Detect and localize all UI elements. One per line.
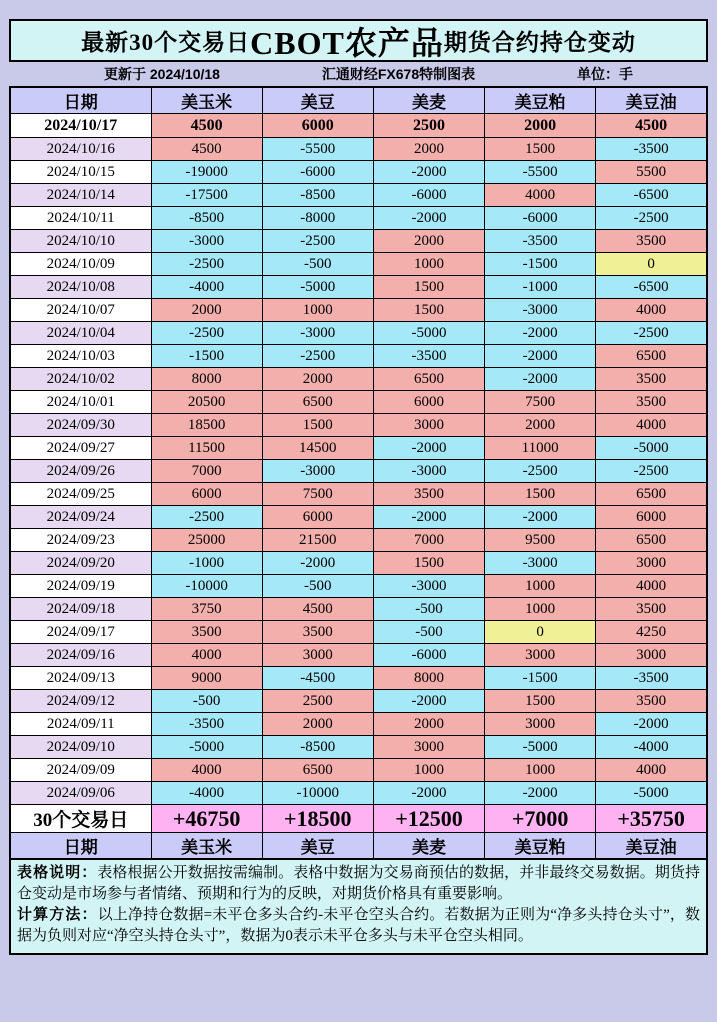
value-cell: -500: [262, 253, 373, 276]
value-cell: -3000: [262, 460, 373, 483]
value-cell: -3500: [596, 667, 707, 690]
value-cell: 3500: [262, 621, 373, 644]
value-cell: -1500: [485, 667, 596, 690]
table-row: [10, 184, 707, 207]
value-cell: -6000: [262, 161, 373, 184]
date-cell: 2024/09/30: [10, 414, 151, 437]
table-row: [10, 690, 707, 713]
value-cell: -5500: [485, 161, 596, 184]
note-table-desc: [17, 863, 700, 905]
footer-header-date: 日期: [10, 833, 151, 860]
table-row: [10, 506, 707, 529]
value-cell: -19000: [151, 161, 262, 184]
footer-header-soymeal: 美豆粕: [485, 833, 596, 860]
value-cell: -2500: [596, 460, 707, 483]
value-cell: 20500: [151, 391, 262, 414]
value-cell: 3000: [373, 736, 484, 759]
value-cell: -500: [151, 690, 262, 713]
value-cell: -4000: [151, 276, 262, 299]
value-cell: 4500: [262, 598, 373, 621]
note-calc-method: [17, 905, 700, 947]
column-header-date: 日期: [10, 87, 151, 114]
value-cell: -2000: [596, 713, 707, 736]
value-cell: -2000: [373, 782, 484, 805]
value-cell: 8000: [151, 368, 262, 391]
note-desc-label: 表格说明：: [17, 865, 98, 881]
date-cell: 2024/10/08: [10, 276, 151, 299]
date-cell: 2024/09/16: [10, 644, 151, 667]
value-cell: -3000: [373, 460, 484, 483]
value-cell: 9500: [485, 529, 596, 552]
value-cell: -17500: [151, 184, 262, 207]
table-row: [10, 138, 707, 161]
value-cell: -4000: [596, 736, 707, 759]
value-cell: 4000: [151, 759, 262, 782]
value-cell: 3500: [373, 483, 484, 506]
value-cell: -6000: [373, 184, 484, 207]
title-highlight: CBOT农产品: [250, 24, 444, 61]
footer-header-soybean: 美豆: [262, 833, 373, 860]
table-row: [10, 207, 707, 230]
value-cell: 6500: [596, 529, 707, 552]
table-row: [10, 575, 707, 598]
update-time: 更新于 2024/10/18: [104, 66, 220, 82]
title-prefix: 最新30个交易日: [81, 30, 251, 55]
value-cell: -5000: [596, 437, 707, 460]
table-row: [10, 299, 707, 322]
value-cell: 2000: [262, 713, 373, 736]
table-row: [10, 621, 707, 644]
value-cell: 3000: [373, 414, 484, 437]
footer-header-wheat: 美麦: [373, 833, 484, 860]
value-cell: -3000: [151, 230, 262, 253]
table-row: [10, 322, 707, 345]
table-row: [10, 713, 707, 736]
value-cell: -2000: [485, 782, 596, 805]
date-cell: 2024/09/24: [10, 506, 151, 529]
value-cell: 3500: [596, 368, 707, 391]
value-cell: -1000: [151, 552, 262, 575]
value-cell: 3000: [596, 552, 707, 575]
table-row: [10, 253, 707, 276]
date-cell: 2024/10/03: [10, 345, 151, 368]
value-cell: -500: [373, 598, 484, 621]
date-cell: 2024/09/25: [10, 483, 151, 506]
value-cell: 21500: [262, 529, 373, 552]
value-cell: 6000: [262, 506, 373, 529]
value-cell: 2000: [151, 299, 262, 322]
date-cell: 2024/09/12: [10, 690, 151, 713]
summary-label: 30个交易日: [10, 805, 151, 833]
value-cell: 9000: [151, 667, 262, 690]
value-cell: -2000: [485, 506, 596, 529]
value-cell: 4000: [596, 759, 707, 782]
summary-value-soymeal: +7000: [485, 805, 596, 833]
date-cell: 2024/10/10: [10, 230, 151, 253]
date-cell: 2024/09/17: [10, 621, 151, 644]
date-cell: 2024/09/23: [10, 529, 151, 552]
table-row: [10, 391, 707, 414]
value-cell: 2500: [262, 690, 373, 713]
page-title: [9, 19, 708, 62]
value-cell: 1500: [485, 690, 596, 713]
value-cell: 4000: [485, 184, 596, 207]
value-cell: 6000: [596, 506, 707, 529]
footer-header-soyoil: 美豆油: [596, 833, 707, 860]
value-cell: -10000: [151, 575, 262, 598]
table-row: [10, 414, 707, 437]
value-cell: -2500: [151, 253, 262, 276]
date-cell: 2024/10/02: [10, 368, 151, 391]
value-cell: -3000: [262, 322, 373, 345]
column-header-wheat: 美麦: [373, 87, 484, 114]
value-cell: -5000: [373, 322, 484, 345]
value-cell: -2000: [373, 506, 484, 529]
date-cell: 2024/09/19: [10, 575, 151, 598]
note-desc-text: 表格根据公开数据按需编制。表格中数据为交易商预估的数据，并非最终交易数据。期货持仓变动是市场参与者情绪、预期和行为的反映，对期货价格具有重要影响。: [17, 865, 700, 902]
value-cell: -3000: [485, 552, 596, 575]
date-cell: 2024/09/27: [10, 437, 151, 460]
value-cell: 2000: [262, 368, 373, 391]
table-row: [10, 368, 707, 391]
table-row: [10, 483, 707, 506]
date-cell: 2024/10/11: [10, 207, 151, 230]
value-cell: -2000: [373, 207, 484, 230]
date-cell: 2024/10/07: [10, 299, 151, 322]
value-cell: -1500: [151, 345, 262, 368]
value-cell: -2000: [485, 368, 596, 391]
value-cell: 3500: [596, 690, 707, 713]
value-cell: 4500: [151, 138, 262, 161]
value-cell: -2000: [262, 552, 373, 575]
notes-box: [9, 860, 708, 955]
value-cell: -2000: [373, 437, 484, 460]
column-header-soymeal: 美豆粕: [485, 87, 596, 114]
date-cell: 2024/09/20: [10, 552, 151, 575]
date-cell: 2024/10/14: [10, 184, 151, 207]
value-cell: 5500: [596, 161, 707, 184]
value-cell: 2000: [373, 230, 484, 253]
summary-value-soyoil: +35750: [596, 805, 707, 833]
value-cell: 1000: [485, 575, 596, 598]
value-cell: 11000: [485, 437, 596, 460]
value-cell: 0: [485, 621, 596, 644]
value-cell: -3500: [485, 230, 596, 253]
value-cell: 6500: [262, 759, 373, 782]
value-cell: -6000: [485, 207, 596, 230]
date-cell: 2024/10/15: [10, 161, 151, 184]
table-row: [10, 552, 707, 575]
value-cell: 6000: [373, 391, 484, 414]
value-cell: 2000: [373, 713, 484, 736]
header-row: [10, 87, 707, 114]
value-cell: 6000: [151, 483, 262, 506]
value-cell: 2500: [373, 114, 484, 138]
date-cell: 2024/09/11: [10, 713, 151, 736]
table-row: [10, 114, 707, 138]
value-cell: 2000: [485, 114, 596, 138]
value-cell: -8500: [262, 736, 373, 759]
table-row: [10, 598, 707, 621]
value-cell: -2500: [485, 460, 596, 483]
value-cell: 1500: [262, 414, 373, 437]
value-cell: -2000: [485, 345, 596, 368]
value-cell: 1000: [262, 299, 373, 322]
title-suffix: 期货合约持仓变动: [443, 30, 636, 55]
value-cell: -2000: [373, 690, 484, 713]
unit-label: 单位：手: [577, 66, 633, 82]
value-cell: -500: [373, 621, 484, 644]
value-cell: 7500: [485, 391, 596, 414]
summary-value-soybean: +18500: [262, 805, 373, 833]
value-cell: -8500: [262, 184, 373, 207]
date-cell: 2024/09/09: [10, 759, 151, 782]
value-cell: 11500: [151, 437, 262, 460]
date-cell: 2024/10/17: [10, 114, 151, 138]
value-cell: -8500: [151, 207, 262, 230]
value-cell: 2000: [485, 414, 596, 437]
value-cell: -2500: [262, 230, 373, 253]
value-cell: 6500: [373, 368, 484, 391]
value-cell: -2500: [596, 322, 707, 345]
note-calc-label: 计算方法：: [17, 907, 98, 923]
value-cell: -5500: [262, 138, 373, 161]
value-cell: -5000: [596, 782, 707, 805]
value-cell: 1500: [485, 138, 596, 161]
date-cell: 2024/10/16: [10, 138, 151, 161]
table-row: [10, 437, 707, 460]
date-cell: 2024/09/10: [10, 736, 151, 759]
date-cell: 2024/09/13: [10, 667, 151, 690]
value-cell: 7000: [373, 529, 484, 552]
date-cell: 2024/09/26: [10, 460, 151, 483]
value-cell: -2500: [262, 345, 373, 368]
source-label: 汇通财经FX678特制图表: [321, 66, 476, 82]
value-cell: 2000: [373, 138, 484, 161]
value-cell: -6500: [596, 276, 707, 299]
table-row: [10, 782, 707, 805]
footer-header-corn: 美玉米: [151, 833, 262, 860]
summary-value-corn: +46750: [151, 805, 262, 833]
table-row: [10, 161, 707, 184]
note-calc-text: 以上净持仓数据=未平仓多头合约-未平仓空头合约。若数据为正则为“净多头持仓头寸”，数据为负则对应“净空头持仓头寸”，数据为0表示未平仓多头与未平仓空头相同。: [17, 907, 700, 944]
value-cell: -5000: [151, 736, 262, 759]
value-cell: -5000: [262, 276, 373, 299]
value-cell: 3750: [151, 598, 262, 621]
summary-row: [10, 805, 707, 833]
futures-table: [9, 86, 708, 860]
value-cell: -6500: [596, 184, 707, 207]
value-cell: 25000: [151, 529, 262, 552]
value-cell: 18500: [151, 414, 262, 437]
table-row: [10, 276, 707, 299]
value-cell: 6000: [262, 114, 373, 138]
value-cell: 1500: [373, 552, 484, 575]
value-cell: 3000: [262, 644, 373, 667]
value-cell: 4000: [596, 575, 707, 598]
value-cell: 1000: [373, 759, 484, 782]
value-cell: 1500: [373, 276, 484, 299]
table-row: [10, 736, 707, 759]
value-cell: 1500: [373, 299, 484, 322]
table-row: [10, 345, 707, 368]
date-cell: 2024/10/04: [10, 322, 151, 345]
table-row: [10, 644, 707, 667]
value-cell: -3000: [485, 299, 596, 322]
value-cell: 1000: [485, 759, 596, 782]
value-cell: 3500: [596, 391, 707, 414]
value-cell: -2000: [485, 322, 596, 345]
value-cell: 3000: [596, 644, 707, 667]
value-cell: -5000: [485, 736, 596, 759]
value-cell: 4000: [596, 299, 707, 322]
date-cell: 2024/10/09: [10, 253, 151, 276]
table-row: [10, 230, 707, 253]
value-cell: 6500: [596, 345, 707, 368]
value-cell: 4000: [151, 644, 262, 667]
table-row: [10, 529, 707, 552]
value-cell: -3000: [373, 575, 484, 598]
value-cell: -2500: [596, 207, 707, 230]
value-cell: -10000: [262, 782, 373, 805]
value-cell: -1000: [485, 276, 596, 299]
value-cell: 6500: [596, 483, 707, 506]
value-cell: -2000: [373, 161, 484, 184]
value-cell: -3500: [596, 138, 707, 161]
date-cell: 2024/09/18: [10, 598, 151, 621]
value-cell: 4000: [596, 414, 707, 437]
date-cell: 2024/09/06: [10, 782, 151, 805]
value-cell: 3500: [596, 230, 707, 253]
value-cell: 3000: [485, 644, 596, 667]
value-cell: 1500: [485, 483, 596, 506]
table-row: [10, 667, 707, 690]
value-cell: 4500: [151, 114, 262, 138]
value-cell: -3500: [151, 713, 262, 736]
value-cell: 4500: [596, 114, 707, 138]
value-cell: -2500: [151, 506, 262, 529]
value-cell: 0: [596, 253, 707, 276]
summary-value-wheat: +12500: [373, 805, 484, 833]
table-row: [10, 460, 707, 483]
value-cell: 7000: [151, 460, 262, 483]
value-cell: 1000: [373, 253, 484, 276]
value-cell: 14500: [262, 437, 373, 460]
column-header-soyoil: 美豆油: [596, 87, 707, 114]
value-cell: -500: [262, 575, 373, 598]
column-header-corn: 美玉米: [151, 87, 262, 114]
table-row: [10, 759, 707, 782]
value-cell: -8000: [262, 207, 373, 230]
value-cell: -1500: [485, 253, 596, 276]
subtitle-row: [9, 62, 708, 86]
value-cell: -6000: [373, 644, 484, 667]
value-cell: 6500: [262, 391, 373, 414]
value-cell: 3500: [151, 621, 262, 644]
value-cell: -4500: [262, 667, 373, 690]
value-cell: 4250: [596, 621, 707, 644]
value-cell: 1000: [485, 598, 596, 621]
value-cell: 8000: [373, 667, 484, 690]
footer-header-row: [10, 833, 707, 860]
table-body: [10, 114, 707, 805]
date-cell: 2024/10/01: [10, 391, 151, 414]
value-cell: -4000: [151, 782, 262, 805]
value-cell: -3500: [373, 345, 484, 368]
value-cell: 7500: [262, 483, 373, 506]
value-cell: 3000: [485, 713, 596, 736]
value-cell: -2500: [151, 322, 262, 345]
column-header-soybean: 美豆: [262, 87, 373, 114]
value-cell: 3500: [596, 598, 707, 621]
